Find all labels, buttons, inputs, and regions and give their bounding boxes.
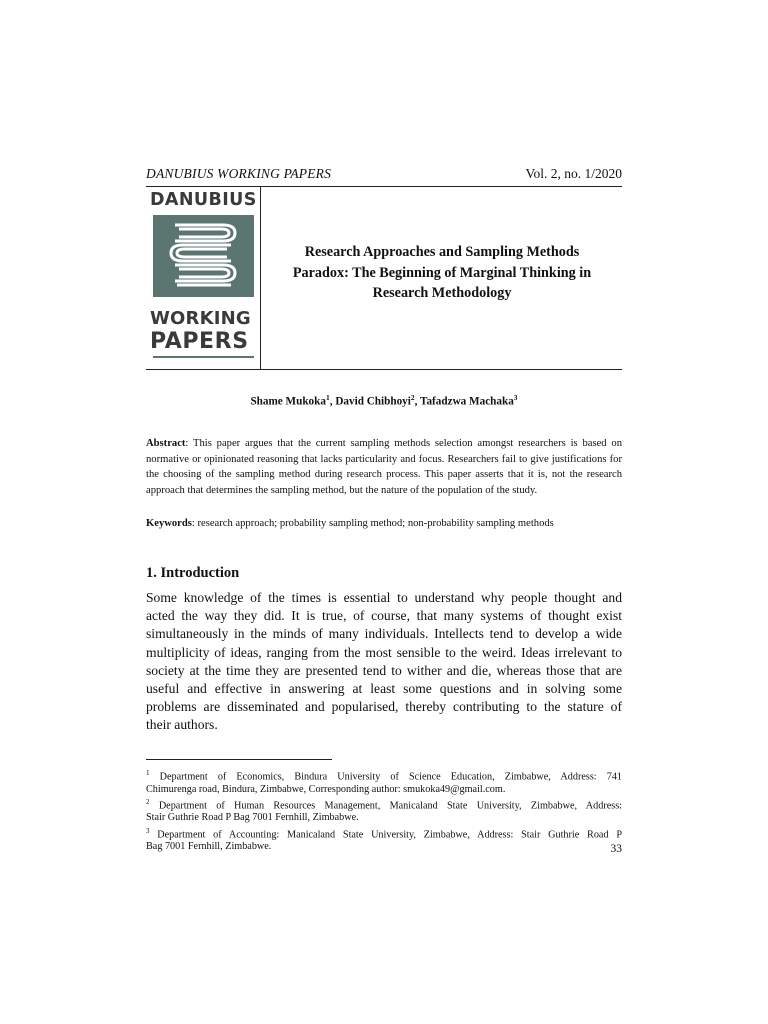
footnote-text: Department of Human Resources Management, Manicaland State University, Zimbabwe, Address: (158, 800, 623, 812)
books-icon (153, 215, 254, 297)
footnote-line (146, 825, 622, 842)
author-separator: , (414, 395, 421, 408)
abstract-label: Abstract (146, 438, 186, 449)
footnote-line: Bag 7001 Fernhill, Zimbabwe. (146, 841, 272, 853)
introduction-paragraph (146, 589, 622, 735)
footnote-line (146, 796, 622, 813)
author-list (146, 393, 622, 408)
paragraph-line: acted the way they did. It is true, of course, that many systems of thought exist (146, 608, 622, 624)
logo-middle-word: WORKING (150, 308, 251, 329)
footnote-mark: 2 (146, 797, 150, 806)
paragraph-line: simultaneously in the minds of many individuals. Intellects tend to develop a wide (146, 626, 622, 642)
footnote-mark: 1 (146, 769, 150, 777)
logo-top-word: DANUBIUS (150, 190, 257, 210)
author-affiliation-mark: 2 (410, 393, 415, 402)
paper-title (262, 242, 622, 304)
paragraph-line: useful and effective in answering at least some questions and in solving some (146, 680, 622, 696)
author-name: Shame Mukoka (250, 395, 326, 408)
section-heading: 1. Introduction (146, 565, 240, 581)
footnote-text: Department of Accounting: Manicaland State University, Zimbabwe, Address: Stair Guthrie Road P (157, 828, 622, 840)
author-affiliation-mark: 3 (513, 393, 518, 402)
title-line: Research Approaches and Sampling Methods (304, 244, 580, 260)
logo-divider (260, 186, 261, 369)
title-line: Paradox: The Beginning of Marginal Thinking in (292, 264, 592, 281)
footnote-line (146, 767, 622, 784)
keywords-text: : research approach; probability sampling method; non-probability sampling methods (191, 518, 554, 529)
logo-bottom-word: PAPERS (150, 329, 249, 354)
author-name: Tafadzwa Machaka (420, 395, 514, 408)
footnote-rule (146, 759, 332, 760)
footnote-line: Stair Guthrie Road P Bag 7001 Fernhill, Zimbabwe. (146, 812, 359, 824)
header-rule (146, 186, 622, 187)
page-number: 33 (610, 843, 622, 855)
author-affiliation-mark: 1 (325, 393, 330, 402)
volume-info: Vol. 2, no. 1/2020 (525, 166, 622, 181)
paragraph-line: their authors. (146, 717, 218, 733)
logo-books-icon (153, 215, 254, 297)
footnote-mark: 3 (146, 826, 150, 835)
footnote-text: Department of Economics, Bindura University of Science Education, Zimbabwe, Address: 741 (159, 771, 623, 783)
running-header (146, 166, 622, 184)
author-name: David Chibhoyi (335, 395, 411, 408)
abstract-text: : This paper argues that the current sampling methods selection amongst researchers is based on normative or opinionated reasoning that lacks particularity and focus. Researchers fail to give justifications for the choosing of the sampling method during research process. This paper asserts that it is, not the research approach that determines the sampling method, but the nature of the population of the study. (146, 438, 622, 496)
footnotes (146, 767, 622, 853)
paragraph-line: multiplicity of ideas, ranging from the most sensible to the weird. Ideas irrelevant to (146, 644, 622, 660)
footnote-line: Chimurenga road, Bindura, Zimbabwe, Corresponding author: smukoka49@gmail.com. (146, 783, 506, 795)
paragraph-line: problems are disseminated and popularised, thereby contributing to the stature of (146, 699, 622, 715)
keywords (146, 517, 622, 531)
logo-underline (153, 356, 254, 358)
abstract (146, 436, 622, 498)
danubius-logo (150, 190, 256, 362)
paragraph-line: Some knowledge of the times is essential to understand why people thought and (146, 590, 622, 605)
journal-name: DANUBIUS WORKING PAPERS (146, 166, 332, 181)
title-block-rule (146, 369, 622, 370)
title-line: Research Methodology (372, 285, 512, 301)
paragraph-line: society at the time they are presented tend to wither and die, whereas those that are (146, 662, 622, 678)
keywords-label: Keywords (146, 518, 192, 529)
author-separator: , (329, 395, 336, 408)
